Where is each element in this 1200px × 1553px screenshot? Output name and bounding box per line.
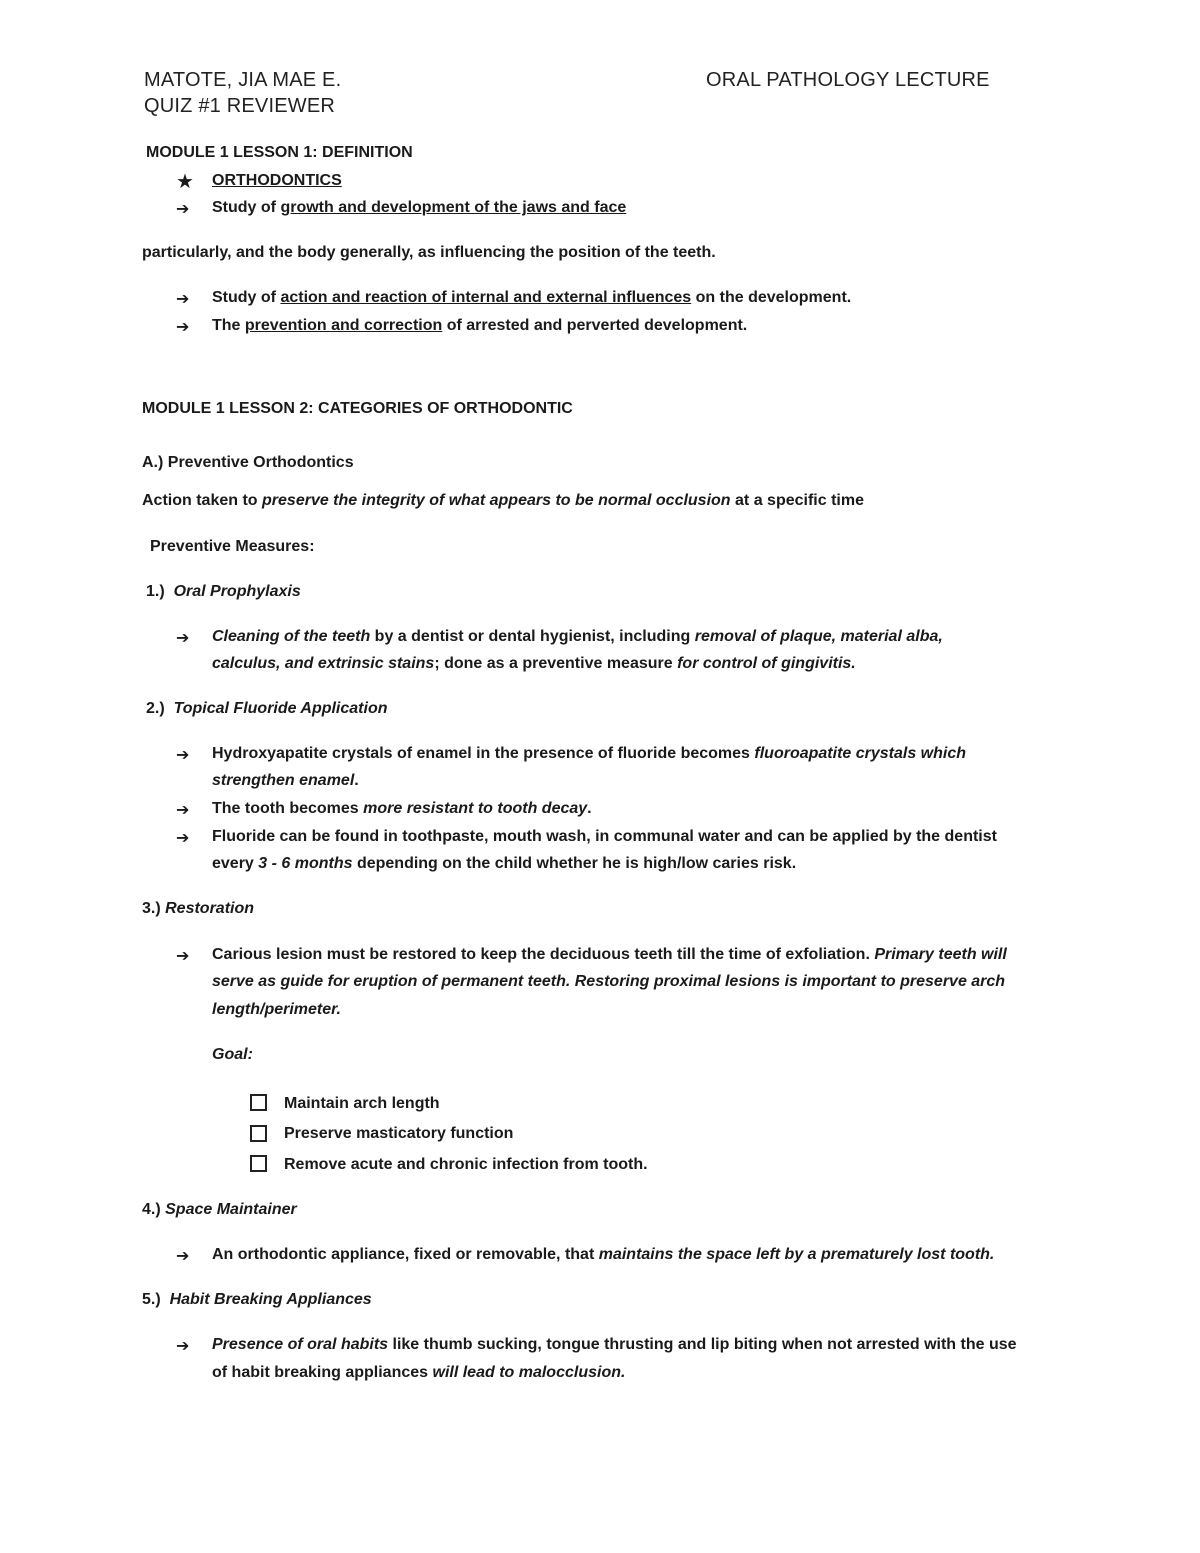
measure-5-bullet-line2: of habit breaking appliances will lead to malocclusion.	[212, 1364, 626, 1381]
measure-3-bullet-line1: Carious lesion must be restored to keep the deciduous teeth till the time of exfoliation. Primary teeth will	[212, 946, 1007, 963]
definition-2: Study of action and reaction of internal and external influences on the development.	[212, 289, 852, 306]
definition-1: Study of growth and development of the jaws and face	[212, 199, 627, 216]
arrow-icon: ➔	[176, 201, 190, 218]
measure-4-bullet: An orthodontic appliance, fixed or removable, that maintains the space left by a prematurely lost tooth.	[212, 1246, 995, 1263]
measure-3-bullet-line2: serve as guide for eruption of permanent teeth. Restoring proximal lesions is important to preserve arch	[212, 973, 1006, 990]
checkbox-icon	[250, 1094, 267, 1111]
goal-item: Maintain arch length	[284, 1095, 440, 1112]
measure-2-bullet1-line2: strengthen enamel.	[212, 772, 359, 789]
topic-orthodontics: ORTHODONTICS	[212, 172, 342, 189]
lesson1-heading: MODULE 1 LESSON 1: DEFINITION	[146, 144, 413, 161]
measure-5-bullet-line1: Presence of oral habits like thumb sucking, tongue thrusting and lip biting when not arrested with the use	[212, 1336, 1017, 1353]
checkbox-icon	[250, 1125, 267, 1142]
lesson2-heading: MODULE 1 LESSON 2: CATEGORIES OF ORTHODONTIC	[142, 400, 573, 417]
measure-1-bullet-line2: calculus, and extrinsic stains; done as a preventive measure for control of gingivitis.	[212, 655, 856, 672]
goal-item: Preserve masticatory function	[284, 1125, 514, 1142]
author-name: MATOTE, JIA MAE E.	[144, 69, 342, 91]
measure-3-title: 3.) Restoration	[142, 900, 255, 917]
arrow-icon: ➔	[176, 830, 190, 847]
measure-2-bullet1-line1: Hydroxyapatite crystals of enamel in the presence of fluoride becomes fluoroapatite crystals which	[212, 745, 967, 762]
measure-2-bullet3-line2: every 3 - 6 months depending on the child whether he is high/low caries risk.	[212, 855, 797, 872]
measures-heading: Preventive Measures:	[150, 538, 315, 555]
goal-item: Remove acute and chronic infection from tooth.	[284, 1156, 648, 1173]
arrow-icon: ➔	[176, 802, 190, 819]
document-subtitle: QUIZ #1 REVIEWER	[144, 95, 336, 117]
section-a-heading: A.) Preventive Orthodontics	[142, 454, 354, 471]
definition-1-continued: particularly, and the body generally, as influencing the position of the teeth.	[142, 244, 716, 261]
measure-2-bullet2: The tooth becomes more resistant to tooth decay.	[212, 800, 592, 817]
definition-3: The prevention and correction of arrested and perverted development.	[212, 317, 748, 334]
measure-1-title: 1.) Oral Prophylaxis	[146, 583, 301, 600]
arrow-icon: ➔	[176, 747, 190, 764]
measure-1-bullet-line1: Cleaning of the teeth by a dentist or dental hygienist, including removal of plaque, material alba,	[212, 628, 943, 645]
checkbox-icon	[250, 1155, 267, 1172]
section-a-definition: Action taken to preserve the integrity of what appears to be normal occlusion at a specific time	[142, 492, 864, 509]
star-icon: ★	[176, 171, 194, 193]
measure-2-bullet3-line1: Fluoride can be found in toothpaste, mouth wash, in communal water and can be applied by the dentist	[212, 828, 997, 845]
goal-label: Goal:	[212, 1046, 253, 1063]
arrow-icon: ➔	[176, 1248, 190, 1265]
measure-3-bullet-line3: length/perimeter.	[212, 1001, 341, 1018]
measure-2-title: 2.) Topical Fluoride Application	[146, 700, 388, 717]
arrow-icon: ➔	[176, 319, 190, 336]
measure-5-title: 5.) Habit Breaking Appliances	[142, 1291, 372, 1308]
course-title: ORAL PATHOLOGY LECTURE	[706, 69, 990, 91]
arrow-icon: ➔	[176, 630, 190, 647]
arrow-icon: ➔	[176, 291, 190, 308]
measure-4-title: 4.) Space Maintainer	[142, 1201, 297, 1218]
arrow-icon: ➔	[176, 1338, 190, 1355]
arrow-icon: ➔	[176, 948, 190, 965]
